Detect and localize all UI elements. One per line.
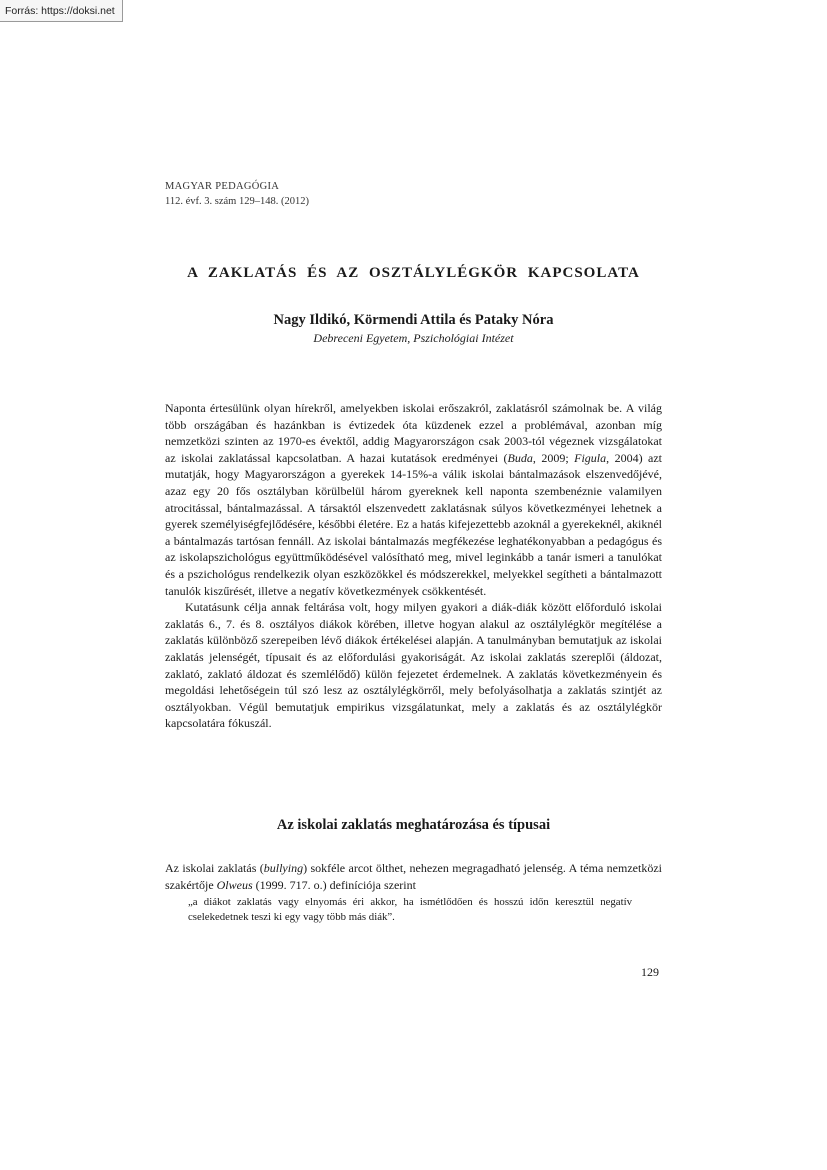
text-run: Az iskolai zaklatás ( — [165, 861, 264, 875]
citation-author: Figula — [574, 450, 607, 465]
section-intro — [165, 860, 662, 893]
definition-quote: „a diákot zaklatás vagy elnyomás éri akkor, ha ismétlődően és hosszú időn keresztül negatív cselekedetnek teszi ki egy vagy több más diák”. — [188, 896, 632, 923]
section-heading: Az iskolai zaklatás meghatározása és típusai — [276, 817, 551, 833]
abstract-paragraph-2: Kutatásunk célja annak feltárása volt, hogy milyen gyakori a diák-diák között előforduló iskolai zaklatás 6., 7. és 8. osztályos diákok körében, illetve hogyan alakul az osztálylégkör megítélése a zaklatás különböző szerepeiben lévő diákok értékelései alapján. A tanulmányban bemutatjuk az iskolai zaklatás jelenségét, típusait és az előfordulási gyakoriságát. Az iskolai zaklatás szereplői (áldozat, zaklató, zaklató áldozat és szemlélődő) külön fejezetet érdemelnek. A zaklatás következményein és megoldási lehetőségein túl szó lesz az osztálylégkörről, mely befolyásolhatja a zaklatás szintjét az osztályokban. Végül bemutatjuk empirikus vizsgálatunkat, mely a zaklatás és az osztálylégkör kapcsolatára fókuszál. — [165, 600, 662, 731]
author-affiliation: Debreceni Egyetem, Pszichológiai Intézet — [313, 331, 514, 345]
citation-author: Buda — [507, 450, 533, 465]
abstract-paragraph-1 — [165, 400, 662, 599]
page-number: 129 — [641, 965, 659, 979]
journal-issue: 112. évf. 3. szám 129–148. (2012) — [165, 196, 309, 207]
term-bullying: bullying — [263, 861, 304, 875]
intro-paragraph — [165, 860, 662, 893]
article-authors: Nagy Ildikó, Körmendi Attila és Pataky Nóra — [273, 312, 554, 328]
source-label: Forrás: https://doksi.net — [0, 0, 123, 22]
text-run: , 2009; — [532, 450, 575, 465]
journal-name: MAGYAR PEDAGÓGIA — [165, 181, 280, 192]
text-run: , 2004) azt mutatják, hogy Magyarországon a gyerekek 14-15%-a válik iskolai bántalmazások elszenvedőjévé, azaz egy 20 fős osztályban körülbelül három gyereknek kell naponta szembenéznie valamilyen atrocitással, bántalmazással. A társaktól elszenvedett zaklatásnak súlyos következményei lehetnek a gyerek személyiségfejlődésére, későbbi életére. Ez a hatás kifejezettebb azoknál a gyerekeknél, akiknél a bántalmazás tartósan fennáll. Az iskolai bántalmazás megfékezése leghatékonyabban a pedagógus és az iskolapszichológus együttműködésével valósítható meg, mivel leginkább a tanár ismeri a tanulókat és a pszichológus rendelkezik olyan eszközökkel és módszerekkel, melyekkel segítheti a bántalmazott tanulók kiszűrését, illetve a negatív következmények csökkentését. — [165, 450, 663, 598]
text-run: Naponta értesülünk olyan hírekről, amelyekben iskolai erőszakról, zaklatásról számolnak be. A világ több országában és hazánkban is évtizedek óta küzdenek ezzel a problémával, azonban míg nemzetközi szinten az 1970-es évektől, addig Magyarországon csak 2003-tól végeznek vizsgálatokat az iskolai zaklatással kapcsolatban. A hazai kutatások eredményei ( — [165, 401, 662, 465]
abstract — [165, 400, 662, 732]
citation-author: Olweus — [216, 877, 253, 892]
text-run: (1999. 717. o.) definíciója szerint — [252, 877, 416, 892]
article-title: A ZAKLATÁS ÉS AZ OSZTÁLYLÉGKÖR KAPCSOLATA — [187, 265, 640, 281]
journal-header — [165, 179, 309, 209]
text-run: ) sokféle arcot ölthet, nehezen megragadható jelenség. A téma nemzetközi szakértője — [165, 861, 662, 892]
